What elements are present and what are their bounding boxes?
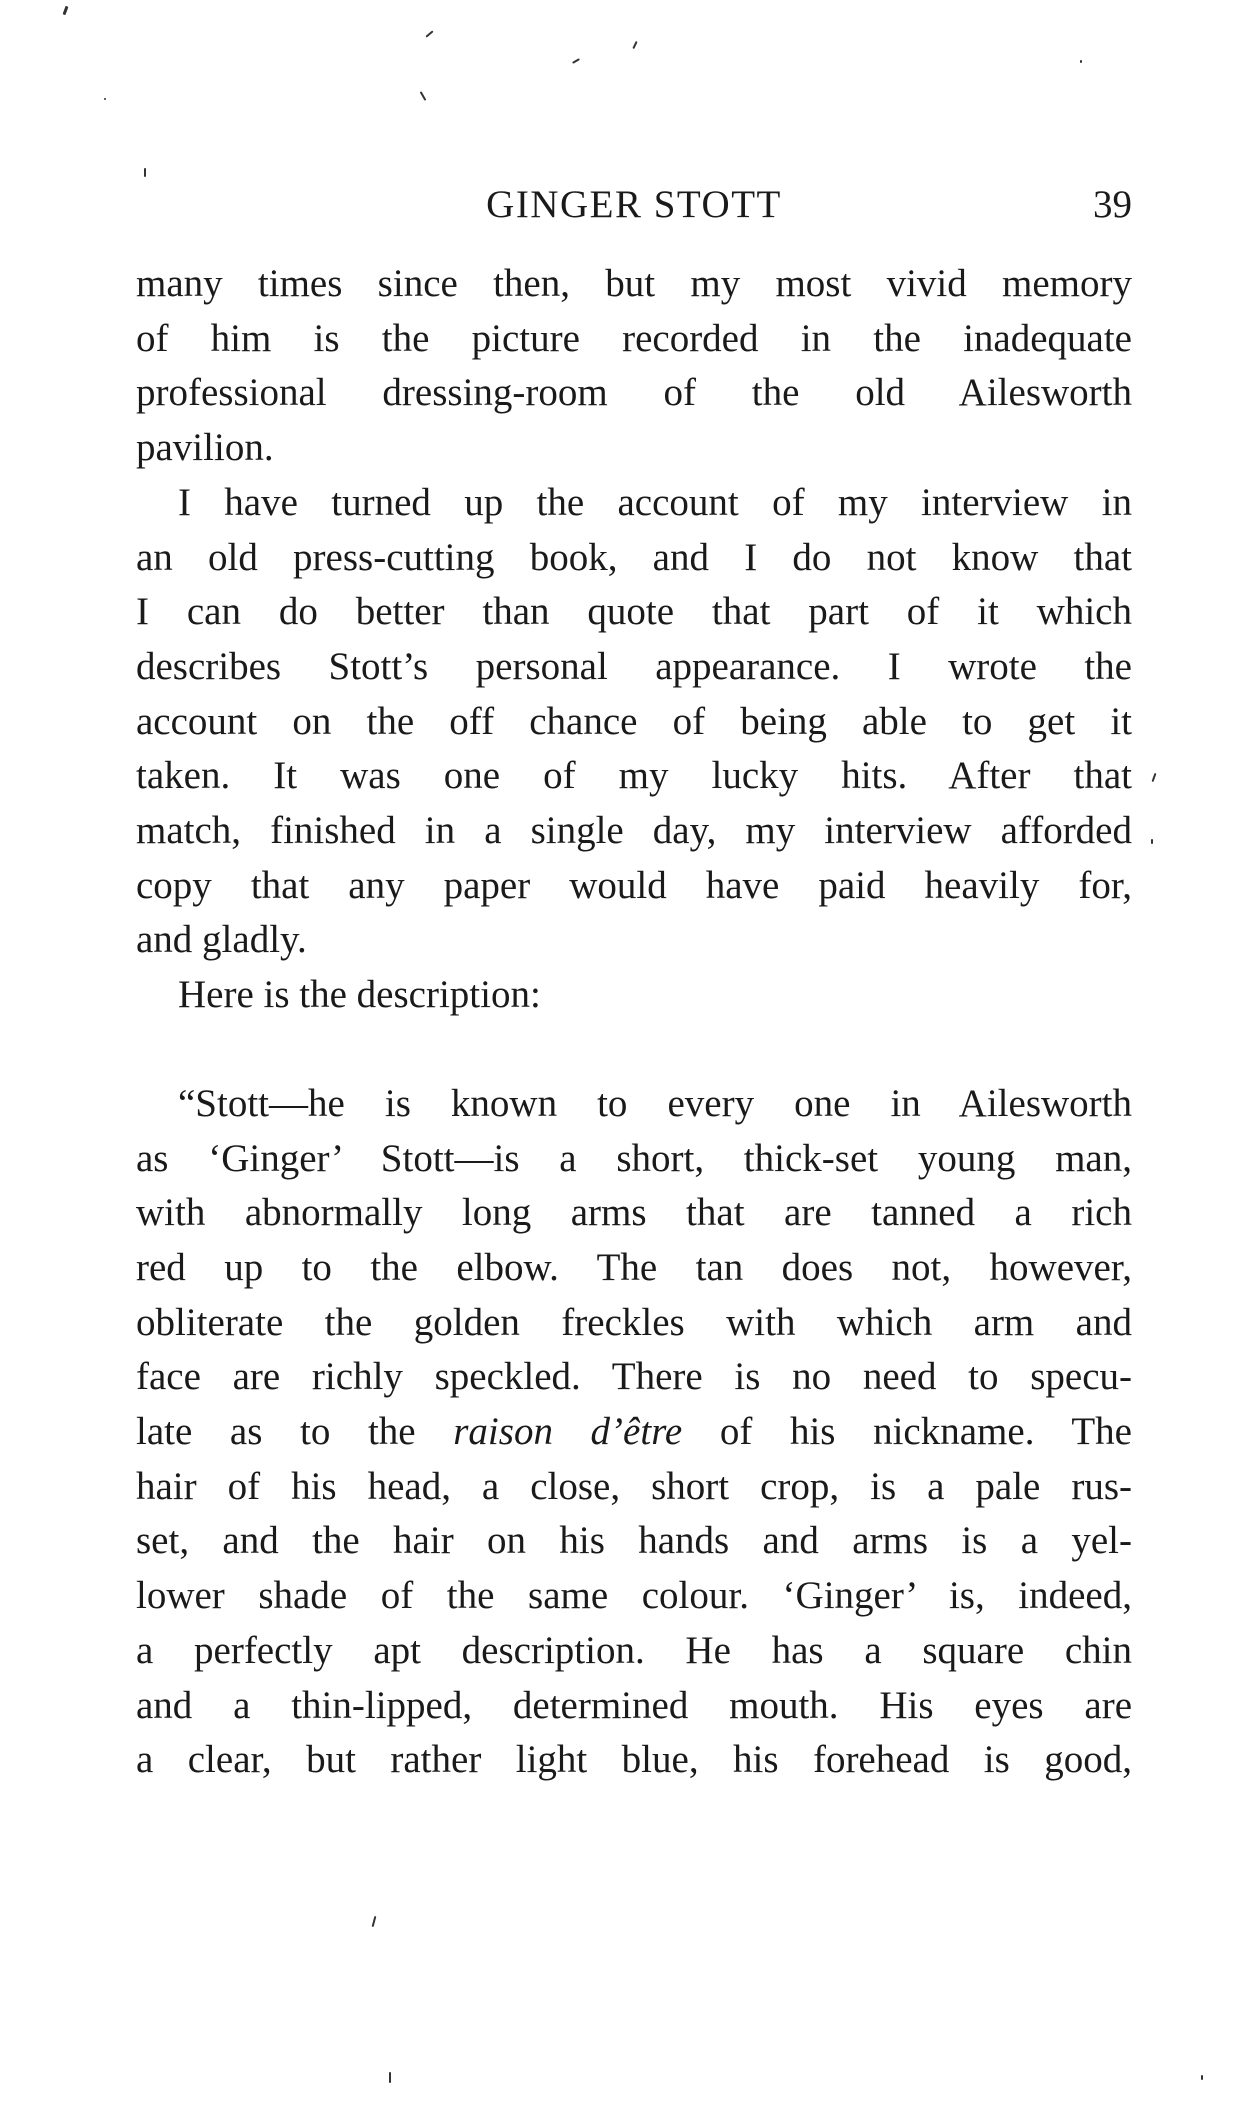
scan-speck <box>420 91 427 101</box>
italic-phrase: raison d’être <box>453 1410 683 1454</box>
body-text <box>136 257 1132 1788</box>
text-line: an old press-cutting book, and I do not know that <box>136 535 1132 579</box>
text-run: late as to the <box>136 1410 454 1454</box>
text-line: describes Stott’s personal appearance. I wrote the <box>136 644 1132 688</box>
section-gap <box>136 1023 1132 1077</box>
scan-speck <box>389 2072 391 2083</box>
text-line: a perfectly apt description. He has a square chin <box>136 1628 1132 1672</box>
text-line: pavilion. <box>136 426 274 470</box>
text-line: lower shade of the same colour. ‘Ginger’ is, indeed, <box>136 1574 1132 1618</box>
page-header <box>136 180 1132 230</box>
text-line: copy that any paper would have paid heavily for, <box>136 863 1132 907</box>
text-line: red up to the elbow. The tan does not, however, <box>136 1245 1132 1289</box>
text-line <box>136 1405 1132 1460</box>
text-line: set, and the hair on his hands and arms is a yel- <box>136 1519 1132 1563</box>
text-line: professional dressing-room of the old Ailesworth <box>136 371 1132 415</box>
running-title: GINGER STOTT <box>486 183 782 226</box>
text-line: obliterate the golden freckles with which arm and <box>136 1300 1132 1344</box>
text-line: with abnormally long arms that are tanned a rich <box>136 1191 1132 1235</box>
text-line: account on the off chance of being able to get it <box>136 699 1132 743</box>
scan-speck <box>425 30 433 37</box>
text-line: and a thin-lipped, determined mouth. His eyes are <box>136 1683 1132 1727</box>
text-line: I have turned up the account of my interview in <box>178 480 1132 524</box>
text-line: match, finished in a single day, my interview afforded <box>136 809 1132 853</box>
scan-speck <box>632 41 637 49</box>
text-line: many times since then, but my most vivid memory <box>136 262 1132 305</box>
scan-speck <box>1152 773 1157 782</box>
text-line: I can do better than quote that part of it which <box>136 590 1132 634</box>
text-line: Here is the description: <box>178 973 541 1017</box>
text-line: hair of his head, a close, short crop, is a pale rus- <box>136 1464 1132 1508</box>
text-line: of him is the picture recorded in the inadequate <box>136 316 1132 360</box>
scan-speck <box>1080 60 1082 63</box>
scan-speck <box>1201 2075 1203 2080</box>
scan-speck <box>372 1916 377 1927</box>
text-run: of his nickname. The <box>682 1410 1132 1454</box>
text-line: and gladly. <box>136 918 307 962</box>
text-line: taken. It was one of my lucky hits. After that <box>136 754 1132 798</box>
page-number: 39 <box>1093 183 1132 226</box>
text-line: a clear, but rather light blue, his forehead is good, <box>136 1738 1132 1782</box>
text-line: “Stott—he is known to every one in Ailesworth <box>178 1081 1132 1125</box>
text-line: face are richly speckled. There is no need to specu- <box>136 1355 1132 1399</box>
scan-speck <box>104 98 106 100</box>
text-line: as ‘Ginger’ Stott—is a short, thick-set young man, <box>136 1136 1132 1180</box>
scan-speck <box>63 6 69 15</box>
scan-speck <box>1151 839 1153 844</box>
scan-speck <box>572 58 580 64</box>
scan-speck <box>144 168 146 177</box>
